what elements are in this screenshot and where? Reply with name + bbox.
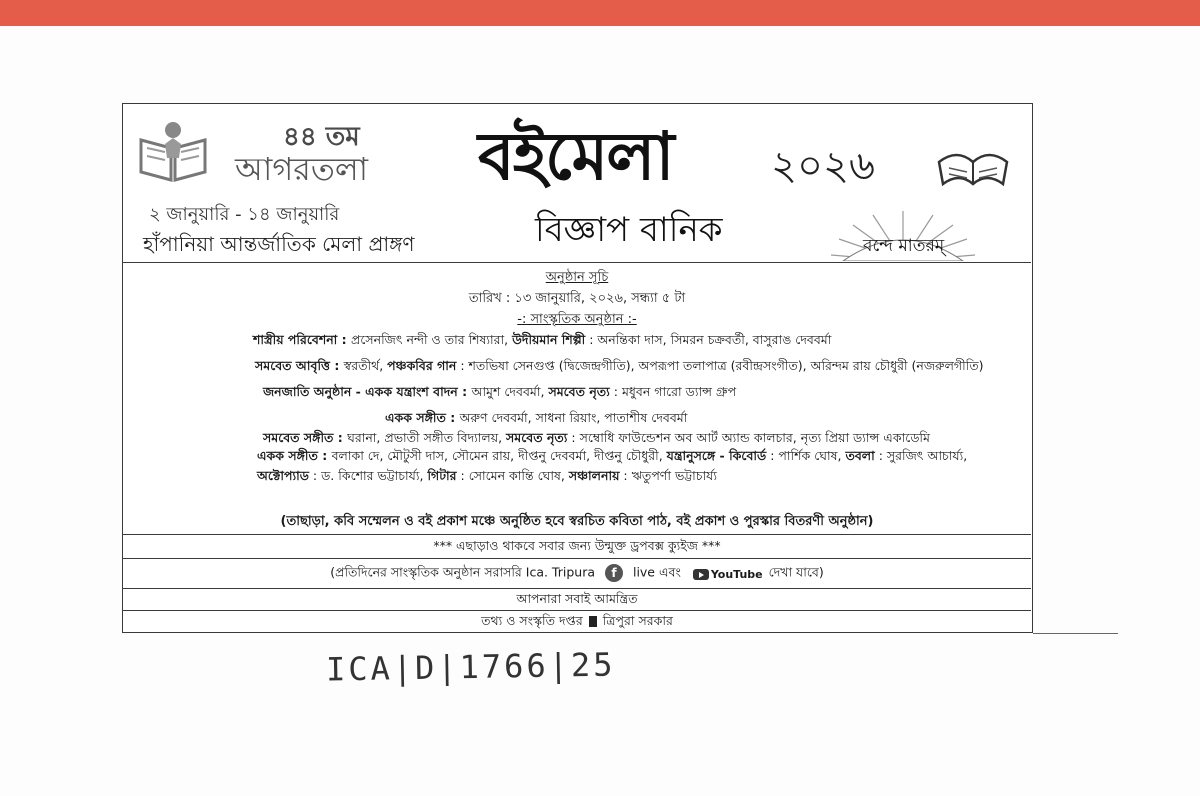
slogan-text: বন্দে মাতরম্	[863, 236, 945, 256]
top-accent-bar	[0, 0, 1200, 26]
slogan-badge	[823, 209, 983, 261]
program-section	[123, 262, 1031, 534]
ad-header	[123, 104, 1031, 263]
fair-title: বইমেলা	[478, 117, 673, 195]
fair-dates: ২ জানুয়ারি - ১৪ জানুয়ারি	[149, 204, 340, 225]
city-label: আগরতলা	[235, 150, 369, 188]
program-text-segment: : সম্বোধি ফাউন্ডেশন অব আর্ট অ্যান্ড কালচার, নৃত্য প্রিয়া ড্যান্স একাডেমি	[567, 430, 930, 445]
program-text-segment: সঞ্চালনায়	[568, 468, 620, 483]
program-heading: অনুষ্ঠান সূচি	[545, 270, 609, 285]
program-text-segment: প্রসেনজিৎ নন্দী ও তার শিষ্যারা,	[351, 332, 513, 347]
youtube-icon	[693, 566, 763, 581]
program-text-segment: একক সঙ্গীত :	[257, 448, 332, 463]
divider	[123, 588, 1031, 589]
program-text-segment: : ড. কিশোর ভট্টাচার্য্য,	[308, 468, 428, 483]
program-line-7	[257, 468, 717, 488]
broadcast-mid: live এবং	[632, 564, 681, 580]
program-line-4	[385, 410, 687, 430]
facebook-icon: f	[605, 564, 623, 582]
program-text-segment: : শতভিষা সেনগুপ্ত (দ্বিজেন্দ্রগীতি), অপরূপা তলাপাত্র (রবীন্দ্রসংগীত), অরিন্দম রায় চৌধুরী (নজরুলগীতি)	[456, 358, 984, 373]
program-line-6	[257, 448, 967, 468]
program-text-segment: আমুশ দেববর্মা,	[471, 384, 549, 399]
program-text-segment: অরুণ দেববর্মা, সাধনা রিয়াং, পাতাশীষ দেববর্মা	[459, 410, 688, 425]
program-text-segment: সমবেত সঙ্গীত :	[263, 430, 348, 445]
program-text-segment: উদীয়মান শিল্পী	[512, 332, 586, 347]
program-text-segment: তবলা	[845, 448, 875, 463]
separator-block-icon	[589, 616, 597, 627]
department-name: তথ্য ও সংস্কৃতি দপ্তর	[481, 613, 583, 628]
handwritten-reference: ICA|D|1766|25	[325, 645, 616, 689]
program-text-segment: সমবেত নৃত্য	[506, 430, 568, 445]
divider	[123, 534, 1031, 535]
program-text-segment: বলাকা দে, মৌটুসী দাস, সৌমেন রায়, দীপ্তনু দেববর্মা, দীপ্তনু চৌধুরী,	[331, 448, 667, 463]
program-text-segment: : অনন্তিকা দাস, সিমরন চক্রবর্তী, বাসুরাঙ দেববর্মা	[585, 332, 832, 347]
venue-label: হাঁপানিয়া আন্তর্জাতিক মেলা প্রাঙ্গণ	[143, 232, 415, 256]
department-line	[123, 613, 1031, 633]
program-text-segment: অক্টোপ্যাড	[257, 468, 309, 483]
program-text-segment: যন্ত্রানুসঙ্গে - কিবোর্ড	[666, 448, 767, 463]
program-text-segment: : মধুবন গারো ড্যান্স গ্রুপ	[609, 384, 737, 399]
program-section-title: -: সাংস্কৃতিক অনুষ্ঠান :-	[517, 312, 637, 327]
program-line-2	[255, 358, 984, 378]
invite-line: আপনারা সবাই আমন্ত্রিত	[516, 591, 638, 606]
program-text-segment: শাস্ত্রীয় পরিবেশনা :	[253, 332, 352, 347]
broadcast-pre: (প্রতিদিনের সাংস্কৃতিক অনুষ্ঠান সরাসরি Ica. Tripura	[330, 564, 595, 580]
program-date: তারিখ : ১৩ জানুয়ারি, ২০২৬, সন্ধ্যা ৫ টা	[468, 291, 686, 306]
youtube-label: YouTube	[710, 567, 763, 581]
program-text-segment: : পার্শিক ঘোষ,	[766, 448, 846, 463]
broadcast-post: দেখা যাবে)	[768, 564, 824, 580]
government-name: ত্রিপুরা সরকার	[602, 613, 673, 628]
program-text-segment: সমবেত আবৃত্তি :	[255, 358, 344, 373]
program-text-segment: পঞ্চকবির গান	[387, 358, 457, 373]
open-book-icon	[933, 142, 1013, 192]
divider	[123, 610, 1031, 611]
broadcast-line	[123, 564, 1031, 585]
program-text-segment: একক সঙ্গীত :	[385, 410, 460, 425]
quiz-line: *** এছাড়াও থাকবে সবার জন্য উন্মুক্ত ড্রপবক্স ক্যুইজ ***	[433, 538, 721, 553]
program-text-segment: জনজাতি অনুষ্ঠান - একক যন্ত্রাংশ বাদন :	[263, 384, 472, 399]
book-reader-logo-icon	[135, 118, 211, 184]
program-text-segment: সমবেত নৃত্য	[548, 384, 610, 399]
program-line-1	[253, 332, 831, 352]
scan-edge-line	[1033, 633, 1118, 634]
edition-label: ৪৪ তম	[283, 122, 360, 152]
program-note: (তাছাড়া, কবি সম্মেলন ও বই প্রকাশ মঞ্চে অনুষ্ঠিত হবে স্বরচিত কবিতা পাঠ, বই প্রকাশ ও পুরস্কার বিতরণী অনুষ্ঠান)	[280, 514, 874, 529]
divider	[123, 558, 1031, 559]
program-text-segment: ঘরানা, প্রভাতী সঙ্গীত বিদ্যালয়,	[347, 430, 507, 445]
program-text-segment: স্বরতীর্থ,	[343, 358, 388, 373]
program-text-segment: : সুরজিৎ আচার্য্য,	[874, 448, 968, 463]
program-text-segment: : সোমেন কান্তি ঘোষ,	[456, 468, 569, 483]
ad-subtitle: বিজ্ঞাপ বানিক	[535, 210, 723, 250]
fair-year: ২০২৬	[771, 143, 876, 189]
program-text-segment: : ঋতুপর্ণা ভট্টাচার্য্য	[619, 468, 717, 483]
program-text-segment: গিটার	[427, 468, 457, 483]
advertisement	[122, 103, 1033, 633]
program-line-5	[263, 430, 930, 450]
program-line-3	[263, 384, 736, 404]
